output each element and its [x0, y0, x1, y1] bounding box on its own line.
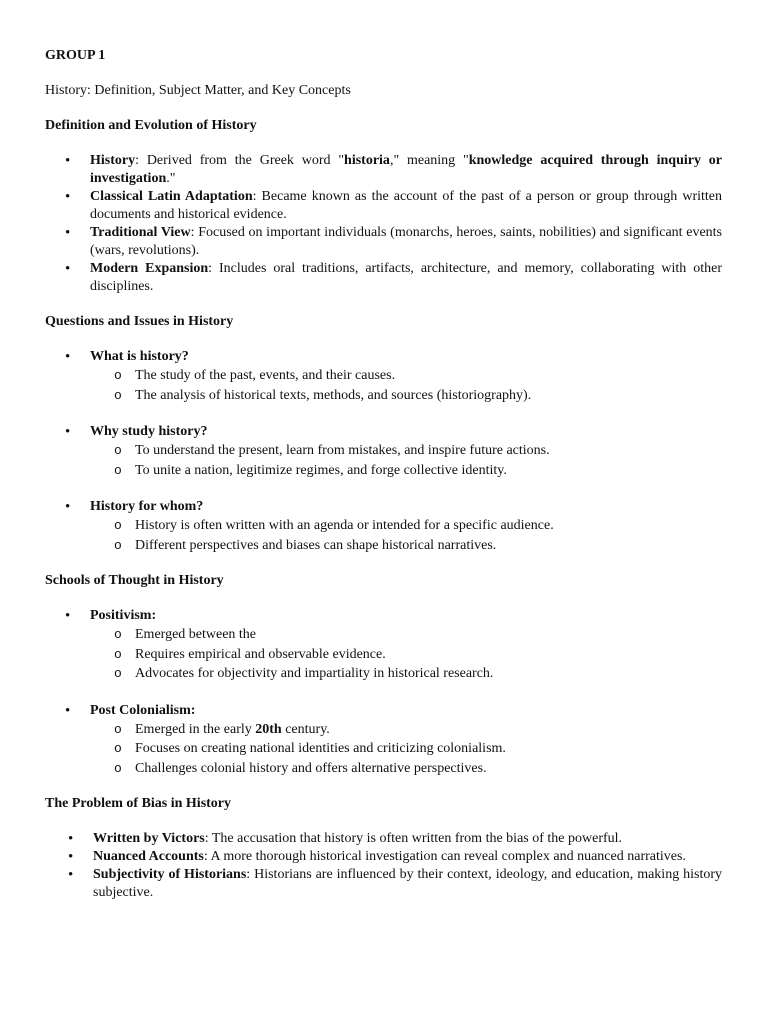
section-heading-questions: Questions and Issues in History: [45, 314, 234, 329]
definition-list: [45, 152, 722, 296]
list-item: [45, 423, 722, 441]
sub-bullet-icon: o: [114, 627, 122, 642]
sub-list-bold: 20th: [255, 721, 282, 737]
sub-list-text: Focuses on creating national identities and criticizing colonialism.: [135, 741, 506, 756]
bullet-icon: •: [65, 608, 71, 624]
sub-bullet-icon: o: [114, 721, 122, 737]
sub-list-item: [90, 625, 722, 645]
sub-list-item: [90, 461, 722, 481]
bullet-icon: •: [68, 831, 74, 847]
schools-list: [45, 607, 722, 625]
sub-bullet-icon: o: [114, 537, 122, 553]
bullet-icon: •: [65, 499, 71, 515]
sub-list-item: [90, 739, 722, 759]
document-page: [45, 47, 722, 902]
bullet-icon: •: [65, 702, 71, 719]
sub-list-text: The study of the past, events, and their causes.: [135, 368, 396, 383]
list-item-term: Traditional View: [90, 225, 191, 240]
bullet-icon: •: [65, 349, 71, 365]
list-item-term: Classical Latin Adaptation: [90, 189, 253, 204]
list-item: [45, 702, 722, 720]
list-item-text: : Includes oral traditions, artifacts, architecture, and memory, collaborating with other disciplines.: [90, 261, 722, 294]
section-heading-definition: Definition and Evolution of History: [45, 118, 257, 133]
list-item-bold: knowledge acquired through inquiry or investigation: [90, 153, 723, 186]
list-item-term: Nuanced Accounts: [93, 849, 204, 864]
question-label: What is history?: [90, 349, 189, 364]
list-item: [45, 224, 722, 260]
sub-list-text: To unite a nation, legitimize regimes, and forge collective identity.: [135, 462, 507, 478]
sub-list: [45, 516, 722, 555]
sub-list-text: Challenges colonial history and offers alternative perspectives.: [135, 760, 487, 776]
list-item: [45, 866, 722, 902]
list-item-term: Modern Expansion: [90, 261, 209, 276]
bullet-icon: •: [65, 225, 71, 241]
list-item-text: : The accusation that history is often written from the bias of the powerful.: [204, 831, 623, 846]
sub-list-item: [90, 366, 722, 386]
sub-list-item: [90, 645, 722, 665]
questions-list: [45, 423, 722, 441]
bullet-icon: •: [68, 867, 74, 883]
sub-list-item: [90, 386, 722, 406]
list-item-term: Written by Victors: [93, 831, 205, 846]
list-item-term: Subjectivity of Historians: [93, 867, 247, 882]
list-item: [45, 830, 722, 848]
bullet-icon: •: [65, 424, 71, 440]
list-item: [45, 607, 722, 625]
sub-list-text: Advocates for objectivity and impartiality in historical research.: [135, 666, 494, 681]
bullet-icon: •: [68, 849, 74, 865]
question-label: History for whom?: [90, 499, 204, 514]
list-item-term: History: [90, 153, 136, 168]
bullet-icon: •: [65, 153, 71, 169]
sub-bullet-icon: o: [114, 760, 122, 776]
list-item: [45, 260, 722, 296]
list-item: [45, 152, 722, 188]
sub-list-text: To understand the present, learn from mistakes, and inspire future actions.: [135, 443, 550, 458]
sub-list-text: Different perspectives and biases can shape historical narratives.: [135, 537, 497, 553]
sub-bullet-icon: o: [114, 666, 122, 681]
list-item-text: .": [166, 171, 176, 186]
school-label: Post Colonialism:: [90, 702, 196, 718]
list-item-text: : Focused on important individuals (monarchs, heroes, saints, nobilities) and significant events (wars, revolutions).: [90, 225, 723, 258]
questions-list: [45, 348, 722, 366]
schools-list: [45, 702, 722, 720]
sub-list-item: [90, 536, 722, 556]
sub-list-item: [90, 759, 722, 779]
questions-list: [45, 498, 722, 516]
list-item-text: : Became known as the account of the past of a person or group through written documents and historical evidence.: [90, 189, 722, 222]
list-item: [45, 498, 722, 516]
sub-bullet-icon: o: [114, 741, 122, 756]
bullet-icon: •: [65, 189, 71, 205]
sub-list: [45, 441, 722, 480]
sub-list: [45, 720, 722, 779]
sub-bullet-icon: o: [114, 646, 122, 662]
list-item: [45, 188, 722, 224]
document-subtitle: History: Definition, Subject Matter, and Key Concepts: [45, 83, 351, 98]
sub-list-item: [90, 664, 722, 684]
list-item: [45, 848, 722, 866]
sub-bullet-icon: o: [114, 368, 122, 383]
sub-list-text: Requires empirical and observable evidence.: [135, 646, 386, 662]
sub-list-item: [90, 516, 722, 536]
bias-list: [45, 830, 722, 902]
sub-list-text: History is often written with an agenda or intended for a specific audience.: [135, 518, 554, 533]
question-label: Why study history?: [90, 424, 208, 439]
sub-list-text: The analysis of historical texts, methods, and sources (historiography).: [135, 387, 532, 403]
sub-bullet-icon: o: [114, 518, 122, 533]
list-item-text: : Derived from the Greek word ": [135, 153, 345, 168]
list-item-text: : A more thorough historical investigation can reveal complex and nuanced narratives.: [203, 849, 686, 864]
bullet-icon: •: [65, 261, 71, 277]
sub-bullet-icon: o: [114, 387, 122, 403]
section-heading-bias: The Problem of Bias in History: [45, 796, 232, 811]
school-label: Positivism:: [90, 608, 157, 623]
list-item: [45, 348, 722, 366]
sub-list-text: century.: [281, 721, 330, 737]
sub-list: [45, 366, 722, 405]
sub-list-text: Emerged between the: [135, 627, 257, 642]
sub-list-text: Emerged in the early: [135, 721, 256, 737]
sub-list: [45, 625, 722, 684]
sub-bullet-icon: o: [114, 443, 122, 458]
list-item-bold: historia: [344, 153, 390, 168]
sub-list-item: [90, 720, 722, 740]
sub-bullet-icon: o: [114, 462, 122, 478]
list-item-text: ," meaning ": [389, 153, 469, 168]
group-title: GROUP 1: [45, 48, 106, 63]
section-heading-schools: Schools of Thought in History: [45, 573, 224, 588]
list-item-text: : Historians are influenced by their context, ideology, and education, making history subjective.: [93, 867, 723, 900]
sub-list-item: [90, 441, 722, 461]
